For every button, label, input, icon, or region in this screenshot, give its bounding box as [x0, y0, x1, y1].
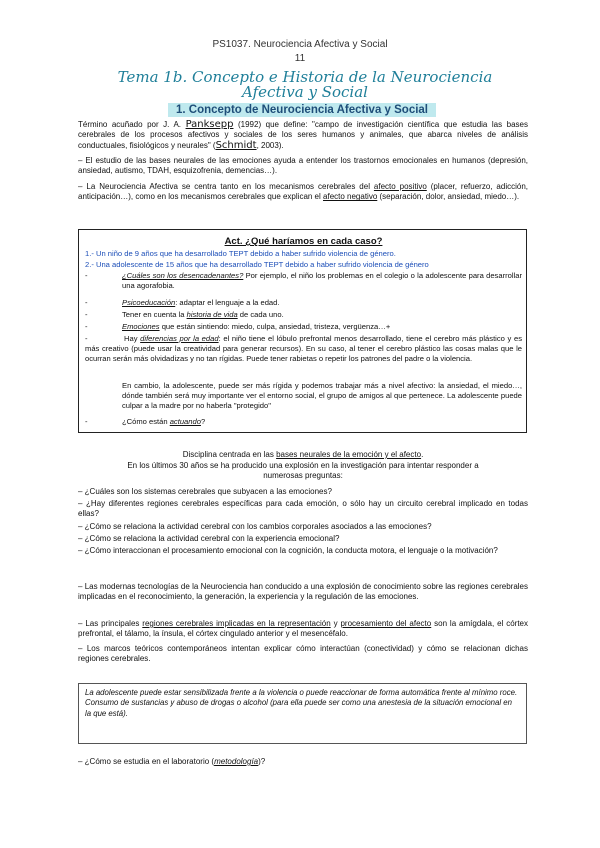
- bullet-triggers: ¿Cuáles son los desencadenantes? Por ejemplo, el niño los problemas en el colegio o la adolescente para desarrollar una agorafobia.: [122, 271, 522, 291]
- bullet-dash: -: [85, 298, 88, 307]
- note-line-1: La adolescente puede estar sensibilizada frente a la violencia o puede reaccionar de forma automática frente al mínimo roce.: [85, 688, 518, 697]
- question-1: – ¿Cuáles son los sistemas cerebrales que subyacen a las emociones?: [78, 487, 332, 496]
- paragraph-theoretical-frameworks: – Los marcos teóricos contemporáneos intentan explicar cómo interactúan (conectividad) y cómo se relacionan dichas regiones cerebrales.: [78, 644, 528, 664]
- bullet-psychoeducation: Psicoeducación: adaptar el lenguaje a la edad.: [122, 298, 280, 307]
- header-page-number: 11: [294, 53, 306, 64]
- note-box: [78, 683, 527, 744]
- bullet-dash: -: [85, 322, 88, 331]
- question-5: – ¿Cómo interaccionan el procesamiento emocional con la cognición, la conducta motora, el lenguaje o la motivación?: [78, 546, 498, 555]
- header-course: PS1037. Neurociencia Afectiva y Social: [212, 39, 388, 50]
- note-line-2: Consumo de sustancias y abuso de drogas o alcohol (para ella puede ser como una anestesia de la situación emocional en la que está).: [85, 698, 512, 718]
- bullet-dash: -: [85, 310, 88, 319]
- discipline-line: Disciplina centrada en las bases neurales de la emoción y el afecto.: [182, 450, 424, 459]
- paragraph-brain-regions: – Las principales regiones cerebrales implicadas en la representación y procesamiento del afecto son la amígdala, el córtex prefrontal, el tálamo, la ínsula, el córtex cingulado anterior y el mesencéfalo.: [78, 619, 528, 639]
- bullet-dash: -: [85, 334, 88, 343]
- paragraph-technologies: – Las modernas tecnologías de la Neurociencia han conducido a una explosión de conocimiento sobre las regiones cerebrales implicadas en el reconocimiento, la generación, la experiencia y la regulación de las emociones.: [78, 582, 528, 602]
- intro-paragraph-1: Término acuñado por J. A. Panksepp (1992) que define: "campo de investigación científica que estudia las bases cerebrales de los procesos afectivos y sociales de los seres humanos y animales, que abarca niveles de análisis conductuales, fisiológicos y neurales" (Schmidt, 2003).: [78, 119, 528, 151]
- bullet-age-differences: Hay diferencias por la edad: el niño tiene el lóbulo prefrontal menos desarrollado, tiene el cerebro más plástico y es más creativo (puede usar la creatividad para generar recursos). En su caso, al tener el cerebro plástico las cosas malas que le ocurran serán más olvidadizas y no tan rígidas. Puede tener rabietas o repetir los patrones del padre o la violencia.: [85, 334, 522, 364]
- bullet-life-history: Tener en cuenta la historia de vida de cada uno.: [122, 310, 284, 319]
- page-title: Tema 1b. Concepto e Historia de la Neurociencia Afectiva y Social: [117, 68, 493, 101]
- case-2: 2.- Una adolescente de 15 años que ha desarrollado TEPT debido a haber sufrido violencia de género: [85, 260, 429, 269]
- bullet-dash: -: [85, 271, 88, 280]
- last-question: – ¿Cómo se estudia en el laboratorio (metodología)?: [78, 757, 266, 766]
- bullet-dash: -: [85, 417, 88, 426]
- research-intro: En los últimos 30 años se ha producido una explosión en la investigación para intentar responder a numerosas preguntas:: [127, 461, 479, 481]
- activity-title: Act. ¿Qué haríamos en cada caso?: [224, 236, 383, 247]
- question-2: – ¿Hay diferentes regiones cerebrales específicas para cada emoción, o sólo hay un circuito cerebral implicado en todas ellas?: [78, 499, 528, 519]
- bullet-emotions: Emociones que están sintiendo: miedo, culpa, ansiedad, tristeza, vergüenza…+: [122, 322, 391, 331]
- case-1: 1.- Un niño de 9 años que ha desarrollado TEPT debido a haber sufrido violencia de género.: [85, 249, 396, 258]
- intro-paragraph-2: – El estudio de las bases neurales de las emociones ayuda a entender los trastornos emocionales en humanos (depresión, ansiedad, autismo, TDAH, esquizofrenia, demencias…).: [78, 156, 528, 176]
- adolescent-note: En cambio, la adolescente, puede ser más rígida y podemos trabajar más a nivel afectivo: la ansiedad, el miedo…, dónde también será muy importante ver el entorno social, el grupo de amigos al que pertenece. La adolescente puede culpar a la madre por no haberla "protegido": [122, 381, 522, 411]
- activity-box: [78, 229, 527, 433]
- bullet-acting: ¿Cómo están actuando?: [122, 417, 206, 426]
- section-heading: 1. Concepto de Neurociencia Afectiva y Social: [168, 103, 436, 117]
- question-4: – ¿Cómo se relaciona la actividad cerebral con la experiencia emocional?: [78, 534, 340, 543]
- question-3: – ¿Cómo se relaciona la actividad cerebral con los cambios corporales asociados a las emociones?: [78, 522, 432, 531]
- intro-paragraph-3: – La Neurociencia Afectiva se centra tanto en los mecanismos cerebrales del afecto positivo (placer, refuerzo, adicción, anticipación…), como en los mecanismos cerebrales que explican el afecto negativo (separación, dolor, ansiedad, miedo…).: [78, 182, 529, 202]
